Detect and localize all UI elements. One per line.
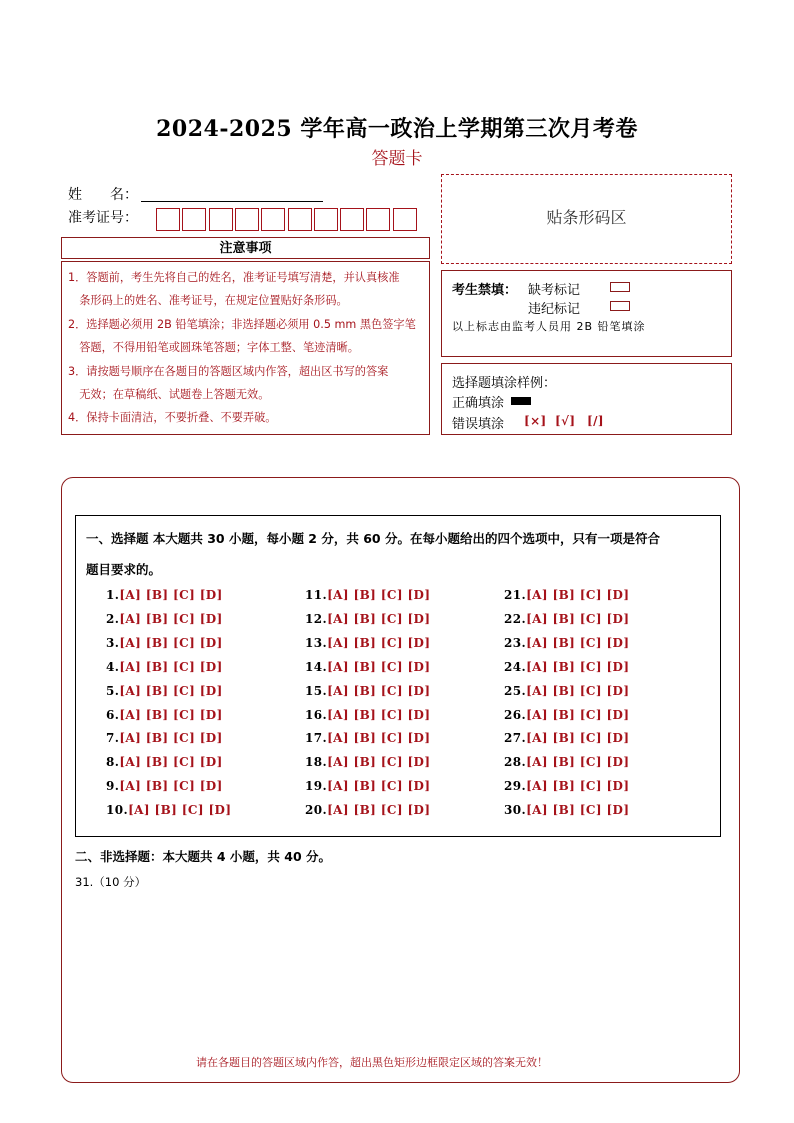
question-number: 1. <box>106 588 120 602</box>
question-number: 9. <box>106 779 120 794</box>
answer-options[interactable]: [A] [B] [C] [D] <box>327 588 431 602</box>
answer-options[interactable]: [A] [B] [C] [D] <box>327 635 431 650</box>
choice-question <box>504 660 629 674</box>
question-number: 21. <box>504 588 527 602</box>
answer-options[interactable]: [A] [B] [C] [D] <box>119 707 223 722</box>
question-number: 14. <box>305 659 328 674</box>
exam-id-digit-box[interactable] <box>156 208 180 231</box>
choice-question <box>106 755 223 769</box>
wrong-mark-check: [√] <box>555 414 576 428</box>
choice-question <box>305 779 430 793</box>
exam-id-digit-box[interactable] <box>261 208 285 231</box>
choice-question <box>106 708 223 722</box>
answer-options[interactable]: [A] [B] [C] [D] <box>327 731 431 746</box>
answer-options[interactable]: [A] [B] [C] [D] <box>327 683 431 698</box>
wrong-label: 错误填涂 <box>452 417 505 432</box>
answer-options[interactable]: [A] [B] [C] [D] <box>119 659 223 674</box>
question-number: 18. <box>305 755 328 770</box>
answer-options[interactable]: [A] [B] [C] [D] <box>128 803 232 818</box>
question-number: 23. <box>504 635 527 650</box>
choice-question <box>504 684 629 698</box>
forbidden-box <box>441 270 732 357</box>
name-field[interactable] <box>141 200 323 202</box>
sample-box <box>441 363 732 435</box>
exam-id-digit-box[interactable] <box>182 208 206 231</box>
exam-id-digit-box[interactable] <box>366 208 390 231</box>
question-number: 29. <box>504 779 527 794</box>
question-number: 12. <box>305 611 328 626</box>
answer-options[interactable]: [A] [B] [C] [D] <box>526 659 630 674</box>
notice-title: 注意事项 <box>61 237 430 259</box>
exam-id-digit-box[interactable] <box>393 208 417 231</box>
question-number: 20. <box>305 803 328 818</box>
question-number: 28. <box>504 755 527 770</box>
notice-body <box>61 261 430 435</box>
answer-options[interactable]: [A] [B] [C] [D] <box>526 803 630 818</box>
question-31-answer-area[interactable] <box>75 895 721 1035</box>
notice-line: 答题，不得用铅笔或圆珠笔答题；字体工整、笔迹清晰。 <box>68 341 359 355</box>
wrong-mark-slash: [/] <box>587 414 604 428</box>
notice-line: 3．请按题号顺序在各题目的答题区域内作答，超出区书写的答案 <box>68 364 389 378</box>
answer-options[interactable]: [A] [B] [C] [D] <box>526 611 630 626</box>
answer-options[interactable]: [A] [B] [C] [D] <box>119 683 223 698</box>
violation-label: 违纪标记 <box>528 302 581 317</box>
answer-options[interactable]: [A] [B] [C] [D] <box>119 588 223 602</box>
exam-id-digit-box[interactable] <box>209 208 233 231</box>
question-number: 16. <box>305 707 328 722</box>
question-number: 15. <box>305 683 328 698</box>
choice-question <box>106 803 231 817</box>
filled-sample-mark <box>511 397 531 405</box>
question-number: 5. <box>106 683 120 698</box>
answer-options[interactable]: [A] [B] [C] [D] <box>526 707 630 722</box>
question-number: 7. <box>106 731 120 746</box>
exam-id-digit-box[interactable] <box>314 208 338 231</box>
absent-label: 缺考标记 <box>528 283 581 298</box>
question-number: 13. <box>305 635 328 650</box>
question-number: 6. <box>106 707 120 722</box>
exam-id-label: 准考证号： <box>68 210 138 226</box>
answer-options[interactable]: [A] [B] [C] [D] <box>526 683 630 698</box>
choice-question <box>504 636 629 650</box>
choice-question <box>305 684 430 698</box>
question-number: 2. <box>106 611 120 626</box>
answer-options[interactable]: [A] [B] [C] [D] <box>119 635 223 650</box>
name-label: 姓 名： <box>68 187 138 203</box>
choice-question <box>305 588 430 602</box>
choice-question <box>305 660 430 674</box>
answer-options[interactable]: [A] [B] [C] [D] <box>526 588 630 602</box>
question-number: 25. <box>504 683 527 698</box>
choice-question <box>504 708 629 722</box>
question-number: 24. <box>504 659 527 674</box>
notice-line: 2．选择题必须用 2B 铅笔填涂；非选择题必须用 0.5 mm 黑色签字笔 <box>68 317 416 331</box>
answer-options[interactable]: [A] [B] [C] [D] <box>119 731 223 746</box>
choice-question <box>106 660 223 674</box>
answer-options[interactable]: [A] [B] [C] [D] <box>327 659 431 674</box>
notice-line: 4．保持卡面清洁，不要折叠、不要弄破。 <box>68 411 277 425</box>
answer-options[interactable]: [A] [B] [C] [D] <box>327 611 431 626</box>
answer-options[interactable]: [A] [B] [C] [D] <box>526 635 630 650</box>
choice-question <box>305 803 430 817</box>
question-number: 4. <box>106 659 120 674</box>
violation-mark-box[interactable] <box>610 301 630 311</box>
forbidden-label: 考生禁填： <box>452 283 518 298</box>
question-number: 22. <box>504 611 527 626</box>
answer-options[interactable]: [A] [B] [C] [D] <box>327 803 431 818</box>
choice-question <box>504 779 629 793</box>
absent-mark-box[interactable] <box>610 282 630 292</box>
choice-question <box>106 588 223 602</box>
answer-options[interactable]: [A] [B] [C] [D] <box>119 611 223 626</box>
answer-options[interactable]: [A] [B] [C] [D] <box>526 755 630 770</box>
question-number: 10. <box>106 803 129 818</box>
question-number: 26. <box>504 707 527 722</box>
notice-line: 1．答题前，考生先将自己的姓名，准考证号填写清楚，并认真核准 <box>68 271 400 284</box>
choice-question <box>504 755 629 769</box>
section1-header-cont: 题目要求的。 <box>86 562 162 577</box>
choice-question <box>106 731 223 745</box>
question-number: 27. <box>504 731 527 746</box>
answer-options[interactable]: [A] [B] [C] [D] <box>327 707 431 722</box>
question-number: 3. <box>106 635 120 650</box>
question-number: 19. <box>305 779 328 794</box>
choice-question <box>305 755 430 769</box>
question-number: 30. <box>504 803 527 818</box>
choice-question <box>504 803 629 817</box>
question-number: 8. <box>106 755 120 770</box>
page-title: 2024-2025 学年高一政治上学期第三次月考卷 <box>156 116 638 142</box>
barcode-area: 贴条形码区 <box>441 174 732 264</box>
choice-question <box>504 612 629 626</box>
choice-question <box>504 588 629 602</box>
choice-question <box>305 636 430 650</box>
choice-question <box>106 612 223 626</box>
answer-options[interactable]: [A] [B] [C] [D] <box>526 779 630 794</box>
sample-title: 选择题填涂样例： <box>452 376 557 391</box>
correct-label: 正确填涂 <box>452 396 505 411</box>
question-number: 17. <box>305 731 328 746</box>
choice-question <box>305 612 430 626</box>
section1-header: 一、选择题 本大题共 30 小题，每小题 2 分，共 60 分。在每小题给出的四个选项中，只有一项是符合 <box>86 531 660 546</box>
exam-id-digit-box[interactable] <box>340 208 364 231</box>
answer-options[interactable]: [A] [B] [C] [D] <box>327 755 431 770</box>
wrong-mark-cross: [×] <box>524 414 547 428</box>
notice-line: 条形码上的姓名、准考证号，在规定位置贴好条形码。 <box>68 294 348 308</box>
footer-warning: 请在各题目的答题区域内作答，超出黑色矩形边框限定区域的答案无效！ <box>196 1056 548 1069</box>
forbidden-note: 以上标志由监考人员用 2B 铅笔填涂 <box>452 320 646 333</box>
notice-line: 无效；在草稿纸、试题卷上答题无效。 <box>68 388 270 402</box>
answer-options[interactable]: [A] [B] [C] [D] <box>526 731 630 746</box>
choice-question <box>504 731 629 745</box>
choice-question <box>106 779 223 793</box>
section2-header: 二、非选择题：本大题共 4 小题，共 40 分。 <box>75 849 332 864</box>
choice-question <box>305 731 430 745</box>
exam-id-digit-box[interactable] <box>288 208 312 231</box>
choice-question <box>106 684 223 698</box>
question-number: 11. <box>305 588 328 602</box>
answer-options[interactable]: [A] [B] [C] [D] <box>119 779 223 794</box>
choice-question <box>305 708 430 722</box>
choice-question <box>106 636 223 650</box>
exam-id-digit-box[interactable] <box>235 208 259 231</box>
answer-options[interactable]: [A] [B] [C] [D] <box>119 755 223 770</box>
page-subtitle: 答题卡 <box>371 149 423 169</box>
question-31-label: 31.（10 分） <box>75 875 147 889</box>
answer-options[interactable]: [A] [B] [C] [D] <box>327 779 431 794</box>
